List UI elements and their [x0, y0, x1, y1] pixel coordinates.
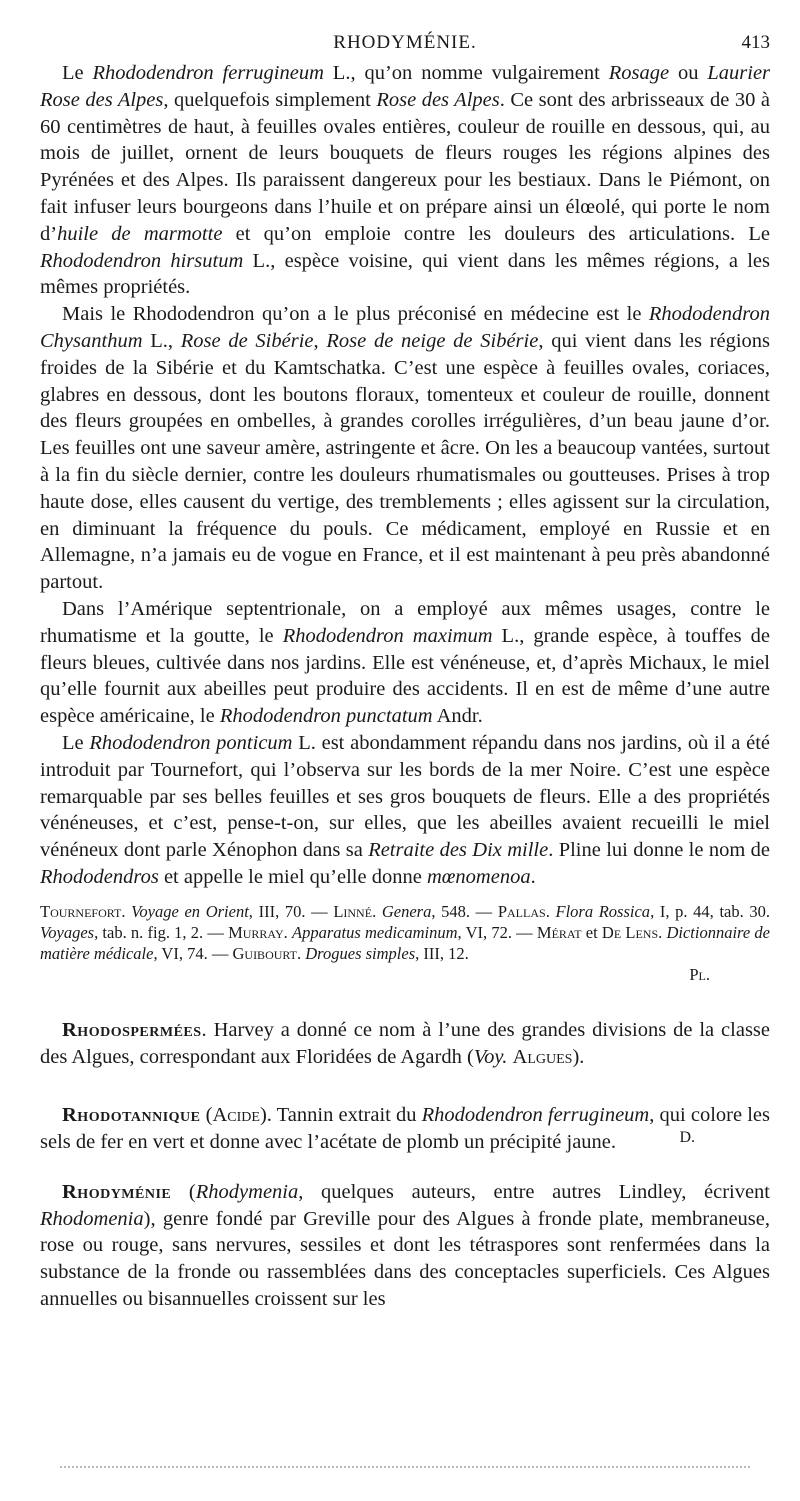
entry-rhodymenie: Rhodyménie (Rhodymenia, quelques auteurs, entre autres Lindley, écrivent Rhodomenia), genre fondé par Greville pour des Algues à fronde plate, membraneuse, rose ou rouge, sans nervures, sessiles et dont les tétraspores sont renfermées dans la substance de la fronde ou rassemblées dans des conceptacles superficiels. Ces Algues annuelles ou bisannuelles croissent sur les	[40, 1180, 771, 1311]
bibliography	[40, 901, 770, 985]
page-number: 413	[741, 32, 770, 53]
headword: Rhodotannique	[62, 1104, 201, 1127]
paragraph-rhododendron-ponticum: Le Rhododendron ponticum L. est abondamment répandu dans nos jardins, où il a été introduit par Tournefort, qui l’observa sur les bords de la mer Noire. C’est une espèce remarquable par ses belles feuilles et ses gros bouquets de fleurs. Elle a des propriétés vénéneuses, et c’est, pense-t-on, sur elles, que les abeilles avaient recueilli le miel vénéneux dont parle Xénophon dans sa Retraite des Dix mille. Pline lui donne le nom de Rhododendros et appelle le miel qu’elle donne mœnomenoa.	[40, 731, 770, 888]
entry-rhodotannique: Rhodotannique (Acide). Tannin extrait du Rhododendron ferrugineum, qui colore les sels de fer en vert et donne avec l’acétate de plomb un précipité jaune. D.	[40, 1104, 771, 1154]
headword: Rhodospermées	[62, 1018, 202, 1041]
running-title: RHODYMÉNIE.	[333, 32, 477, 53]
article-body	[40, 60, 770, 891]
bibliography-text: Tournefort. Voyage en Orient, III, 70. — Linné. Genera, 548. — Pallas. Flora Rossica, I, p. 44, tab. 30. Voyages, tab. n. fig. 1, 2. — Murray. Apparatus medicaminum, VI, 72. — Mérat et De Lens. Dictionnaire de matière médicale, VI, 74. — Guibourt. Drogues simples, III, 12. Pl.	[40, 901, 771, 984]
author-signature: Pl.	[689, 964, 710, 984]
page	[40, 30, 770, 1313]
paragraph-rhododendron-ferrugineum: Le Rhododendron ferrugineum L., qu’on nomme vulgairement Rosage ou Laurier Rose des Alpes, quelquefois simplement Rose des Alpes. Ce sont des arbrisseaux de 30 à 60 centimètres de haut, à feuilles ovales entières, couleur de rouille en dessous, qui, au mois de juillet, ornent de leurs bouquets de fleurs rouges les régions alpines des Pyrénées et des Alpes. Ils paraissent dangereux pour les bestiaux. Dans le Piémont, on fait infuser leurs bourgeons dans l’huile et on prépare ainsi un élœolé, qui porte le nom d’huile de marmotte et qu’on emploie contre les douleurs des articulations. Le Rhododendron hirsutum L., espèce voisine, qui vient dans les mêmes régions, a les mêmes propriétés.	[40, 62, 771, 299]
entry-rhodospermees: Rhodospermées. Harvey a donné ce nom à l’une des grandes divisions de la classe des Algues, correspondant aux Floridées de Agardh (Voy. Algues).	[40, 1018, 770, 1068]
running-header	[40, 30, 770, 60]
paragraph-rhododendron-chrysanthum: Mais le Rhododendron qu’on a le plus préconisé en médecine est le Rhododendron Chysanthum L., Rose de Sibérie, Rose de neige de Sibérie, qui vient dans les régions froides de la Sibérie et du Kamtschatka. C’est une espèce à feuilles ovales, coriaces, glabres en dessous, dont les boutons floraux, tomenteux et couleur de rouille, donnent des fleurs groupées en ombelles, à grandes corolles irrégulières, d’un beau jaune d’or. Les feuilles ont une saveur amère, astringente et âcre. On les a beaucoup vantées, surtout à la fin du siècle dernier, contre les douleurs rhumatismales ou goutteuses. Prises à trop haute dose, elles causent du vertige, des tremblements ; elles agissent sur la circulation, en diminuant la fréquence du pouls. Ce médicament, employé en Russie et en Allemagne, n’a jamais eu de vogue en France, et il est maintenant à peu près abandonné partout.	[40, 303, 771, 594]
headword: Rhodyménie	[62, 1180, 172, 1203]
author-signature: D.	[679, 1128, 695, 1146]
paragraph-rhododendron-maximum: Dans l’Amérique septentrionale, on a employé aux mêmes usages, contre le rhumatisme et la goutte, le Rhododendron maximum L., grande espèce, à touffes de fleurs bleues, cultivée dans nos jardins. Elle est vénéneuse, et, d’après Michaux, le miel qu’elle fournit aux abeilles peut produire des accidents. Il en est de même d’une autre espèce américaine, le Rhododendron punctatum Andr.	[40, 597, 770, 728]
bleed-through-line	[60, 1466, 750, 1472]
